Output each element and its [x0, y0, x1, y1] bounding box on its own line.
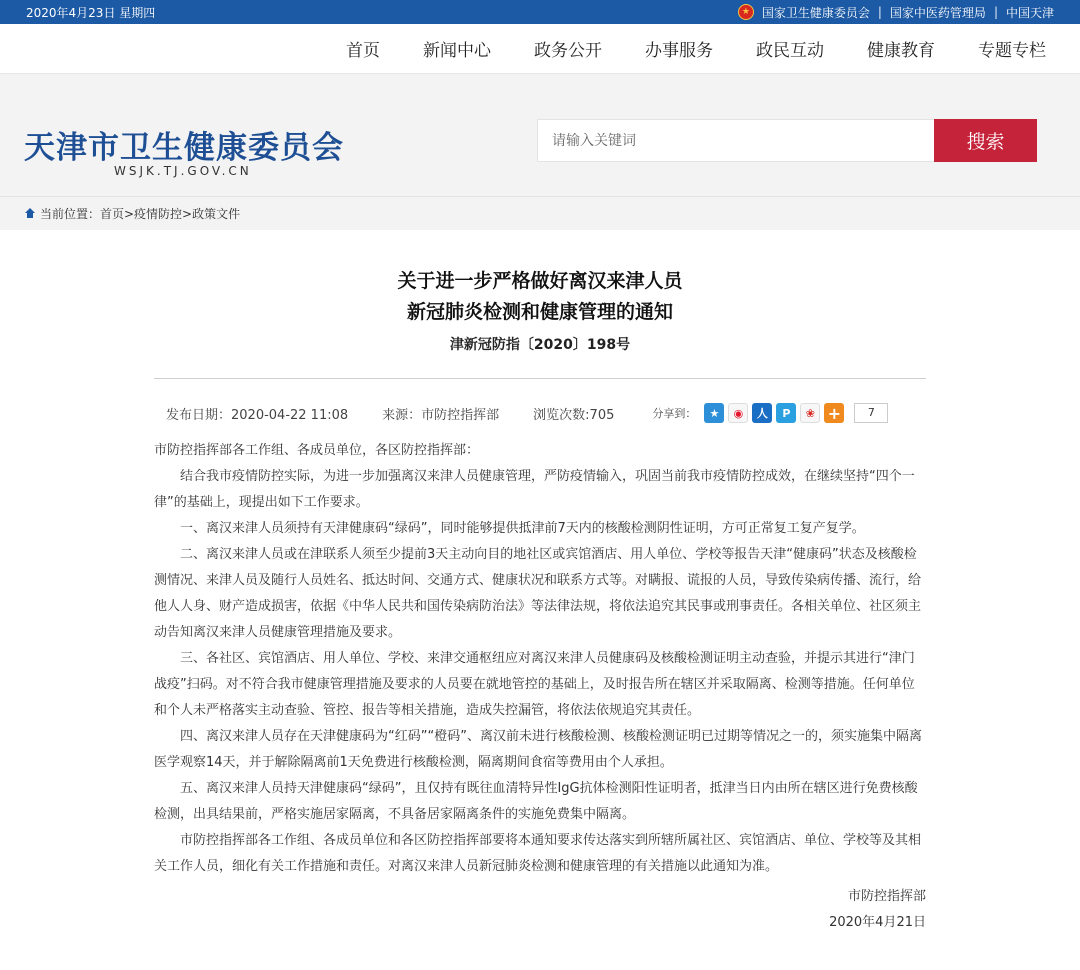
paragraph: 三、各社区、宾馆酒店、用人单位、学校、来津交通枢纽应对离汉来津人员健康码及核酸检测证明主动查验，并提示其进行“津门战疫”扫码。对不符合我市健康管理措施及要求的人员要在就地管控的基础上，及时报告所在辖区并采取隔离、检测等措施。任何单位和个人未严格落实主动查验、管控、报告等相关措施，造成失控漏管，将依法依规追究其责任。 [154, 651, 915, 718]
search-button[interactable]: 搜索 [934, 119, 1037, 162]
view-count: 浏览次数:705 [533, 407, 615, 423]
paragraph: 结合我市疫情防控实际，为进一步加强离汉来津人员健康管理，严防疫情输入，巩固当前我市疫情防控成效，在继续坚持“四个一律”的基础上，现提出如下工作要求。 [154, 469, 915, 510]
national-emblem-icon: ★ [738, 4, 754, 20]
breadcrumb-text[interactable]: 当前位置：首页>疫情防控>政策文件 [40, 207, 241, 221]
nav-interaction[interactable]: 政民互动 [756, 41, 824, 61]
article-body [154, 438, 926, 880]
weibo-icon[interactable]: ◉ [728, 403, 748, 423]
signature [154, 884, 926, 936]
nav-services[interactable]: 办事服务 [645, 41, 713, 61]
paragraph: 五、离汉来津人员持天津健康码“绿码”，且仅持有既往血清特异性IgG抗体检测阳性证明者，抵津当日内由所在辖区进行免费核酸检测，出具结果前，严格实施居家隔离，不具备居家隔离条件的实施免费集中隔离。 [154, 781, 918, 822]
paragraph: 二、离汉来津人员或在津联系人须至少提前3天主动向目的地社区或宾馆酒店、用人单位、学校等报告天津“健康码”状态及核酸检测情况、来津人员及随行人员姓名、抵达时间、交通方式、健康状况和联系方式等。对瞒报、谎报的人员，导致传染病传播、流行，给他人人身、财产造成损害，依据《中华人民共和国传染病防治法》等法律法规，将依法追究其民事或刑事责任。各相关单位、社区须主动告知离汉来津人员健康管理措施及要求。 [154, 547, 922, 640]
nav-news[interactable]: 新闻中心 [423, 41, 491, 61]
link-natcm[interactable]: 国家中医药管理局 [889, 5, 986, 20]
breadcrumb [0, 196, 1080, 230]
share-buttons [704, 403, 888, 423]
publish-date: 发布日期：2020-04-22 11:08 [166, 407, 349, 423]
paragraph: 一、离汉来津人员须持有天津健康码“绿码”，同时能够提供抵津前7天内的核酸检测阴性证明，方可正常复工复产复学。 [180, 521, 865, 536]
nav-home[interactable]: 首页 [346, 41, 380, 61]
paragraph: 四、离汉来津人员存在天津健康码为“红码”“橙码”、离汉前未进行核酸检测、核酸检测证明已过期等情况之一的，须实施集中隔离医学观察14天，并于解除隔离前1天免费进行核酸检测，隔离期间食宿等费用由个人承担。 [154, 729, 922, 770]
article-source: 来源：市防控指挥部 [382, 407, 500, 423]
search-input[interactable] [537, 119, 935, 162]
document-number: 津新冠防指〔2020〕198号 [449, 337, 631, 353]
qzone-icon[interactable]: ★ [704, 403, 724, 423]
separator: | [877, 5, 882, 19]
home-icon [24, 208, 36, 219]
nav-special-topics[interactable]: 专题专栏 [978, 41, 1046, 61]
renren-icon[interactable]: 人 [752, 403, 772, 423]
signer: 市防控指挥部 [847, 889, 926, 904]
share-count: 7 [854, 403, 888, 423]
share-label: 分享到： [652, 407, 697, 420]
current-date: 2020年4月23日 星期四 [26, 5, 156, 20]
people-icon[interactable]: ❀ [800, 403, 820, 423]
top-bar [0, 0, 1080, 24]
article-meta [154, 397, 926, 429]
article-title-line1: 关于进一步严格做好离汉来津人员 [397, 270, 683, 292]
link-nhc[interactable]: 国家卫生健康委员会 [761, 5, 870, 20]
nav-government-affairs[interactable]: 政务公开 [534, 41, 602, 61]
divider [154, 378, 926, 379]
nav-health-education[interactable]: 健康教育 [867, 41, 935, 61]
site-logo-title[interactable]: 天津市卫生健康委员会 [24, 130, 344, 166]
salutation: 市防控指挥部各工作组、各成员单位，各区防控指挥部： [154, 443, 480, 458]
tencent-icon[interactable]: P [776, 403, 796, 423]
article-title-line2: 新冠肺炎检测和健康管理的通知 [406, 301, 673, 323]
main-nav [0, 24, 1080, 74]
article [154, 266, 926, 936]
more-icon[interactable]: + [824, 403, 844, 423]
link-china-tianjin[interactable]: 中国天津 [1005, 5, 1054, 20]
site-logo-url: WSJK.TJ.GOV.CN [114, 164, 252, 178]
top-links [738, 4, 1054, 21]
site-header [0, 74, 1080, 196]
separator: | [993, 5, 998, 19]
article-title [154, 266, 926, 328]
paragraph: 市防控指挥部各工作组、各成员单位和各区防控指挥部要将本通知要求传达落实到所辖所属社区、宾馆酒店、单位、学校等及其相关工作人员，细化有关工作措施和责任。对离汉来津人员新冠肺炎检测和健康管理的有关措施以此通知为准。 [154, 833, 922, 874]
sign-date: 2020年4月21日 [829, 915, 926, 930]
